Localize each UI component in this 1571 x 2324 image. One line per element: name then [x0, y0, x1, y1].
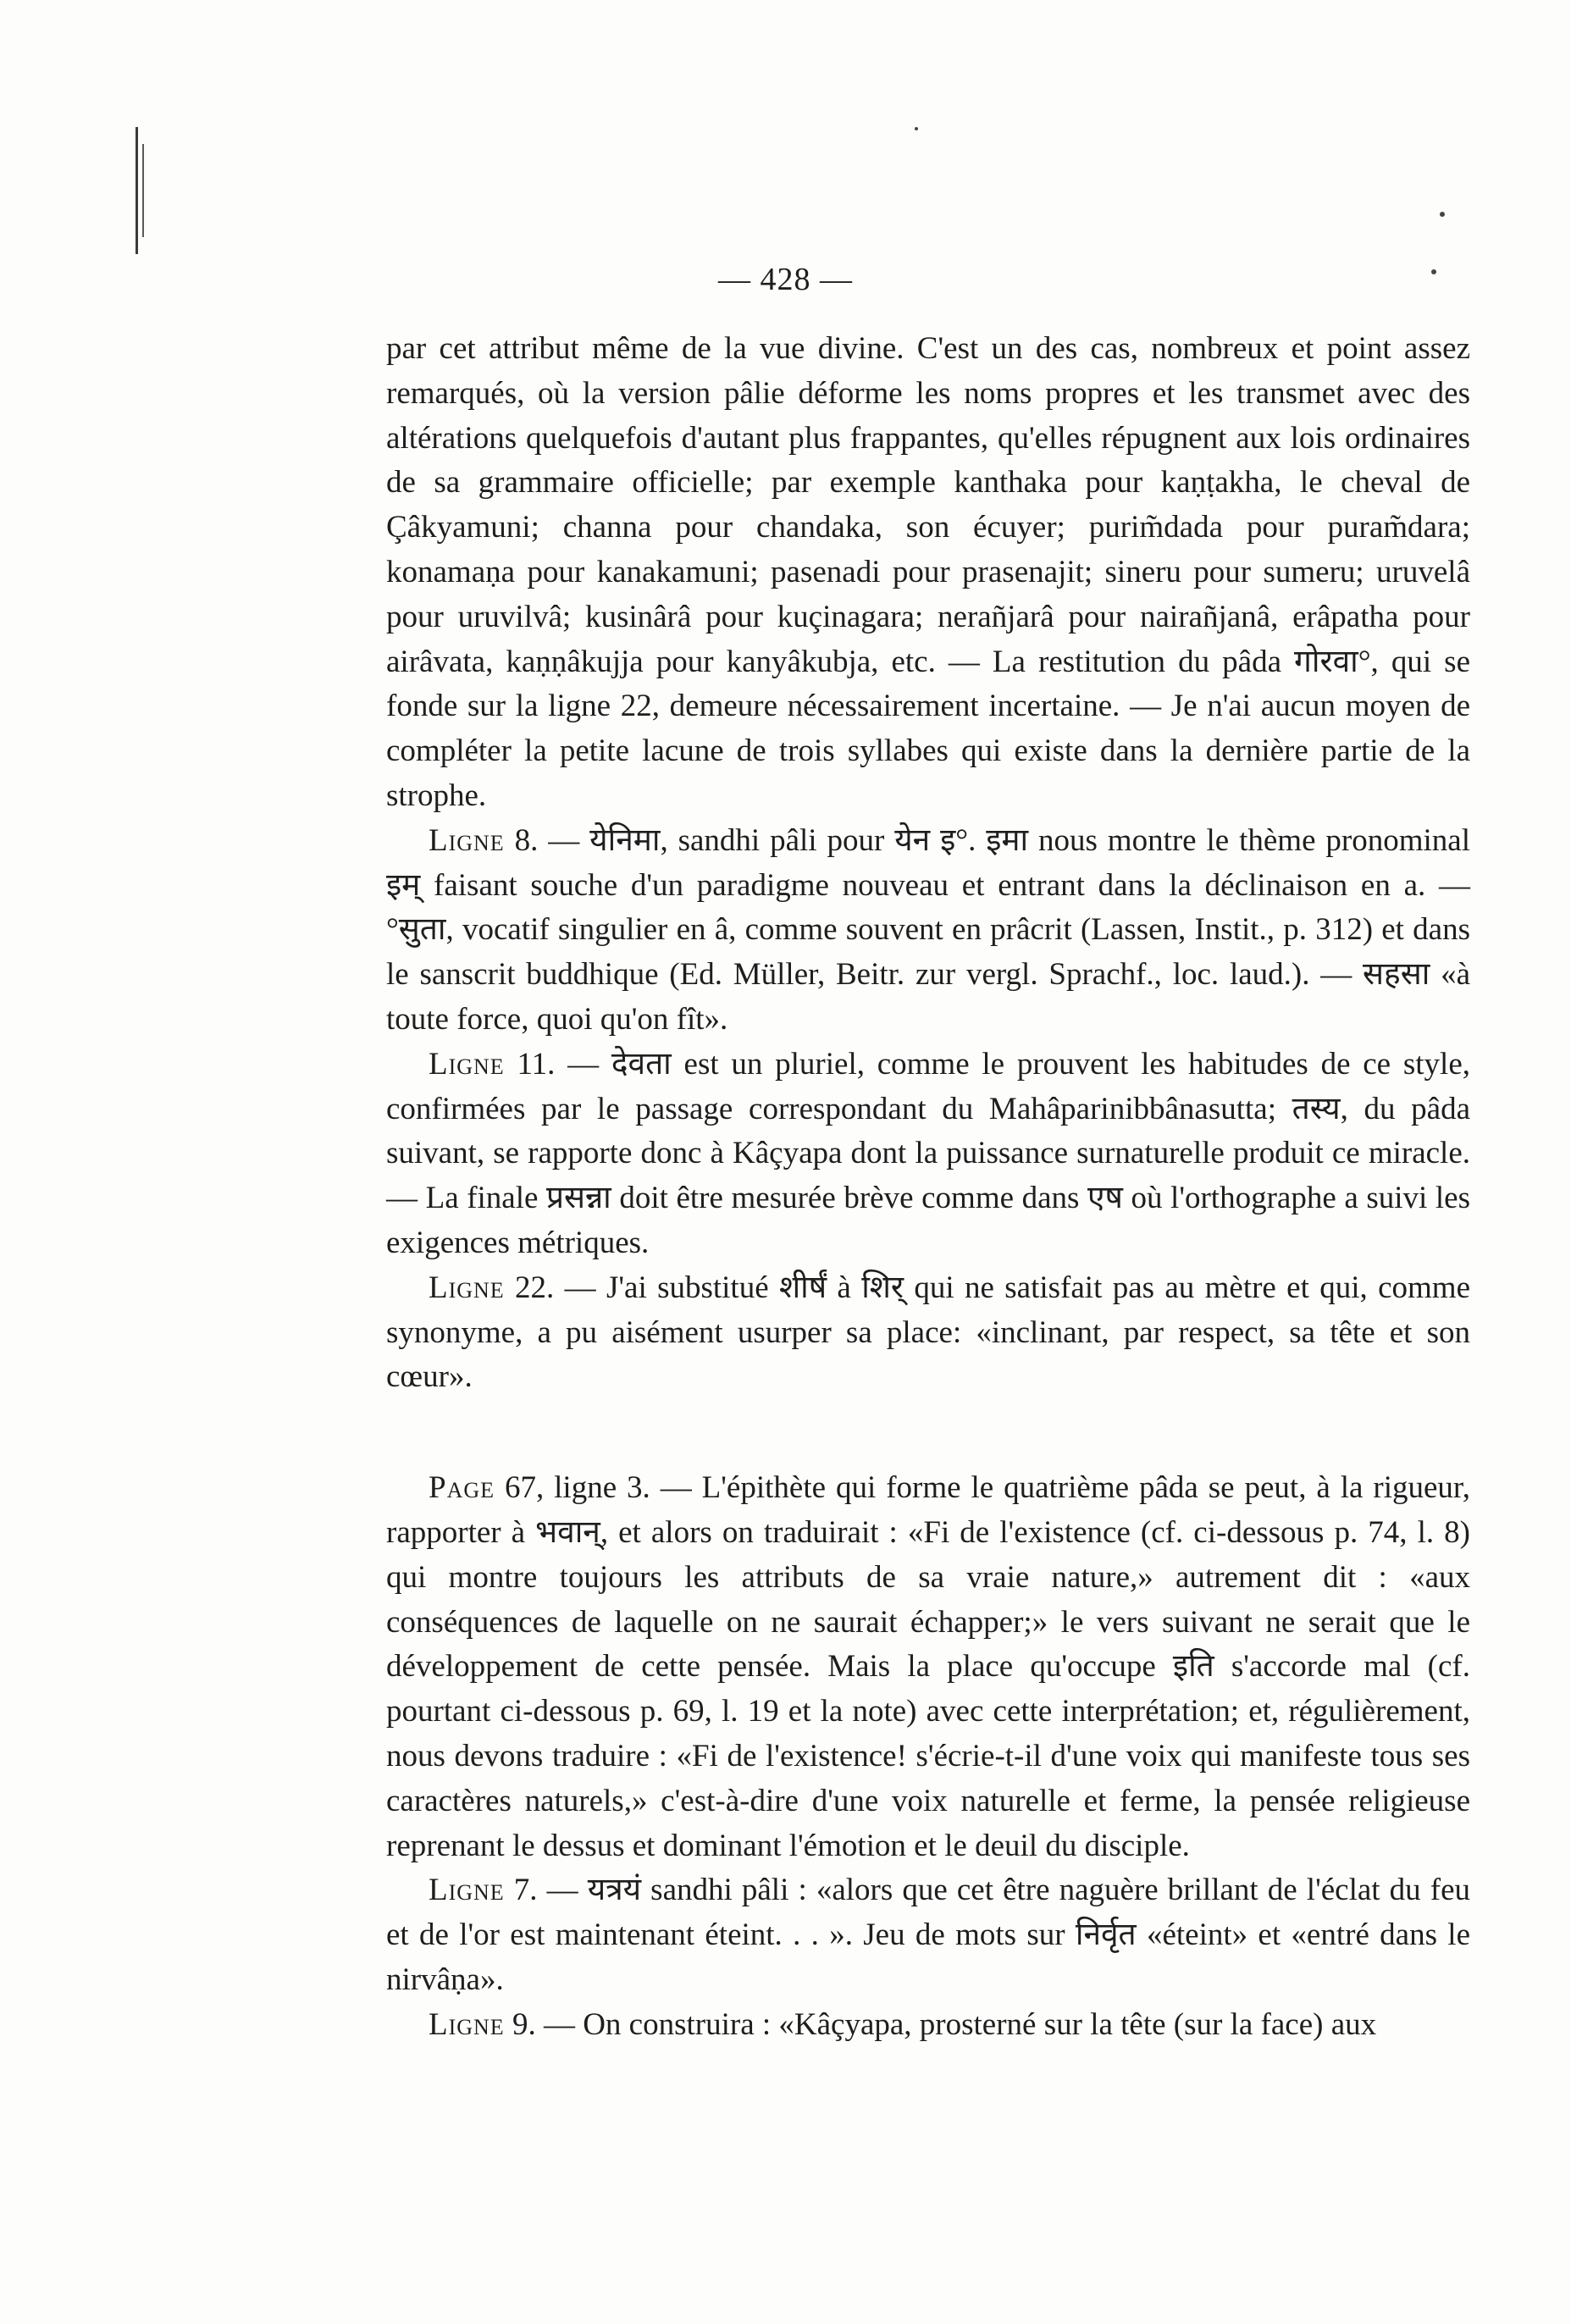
note-label: Ligne [429, 1046, 505, 1082]
paragraph-text: 67, ligne 3. — L'épithète qui forme le quatrième pâda se peut, à la rigueur, rapporter à भवान्, et alors on traduirait : «Fi de l'existence (cf. ci-dessous p. 74, l. 8) qui montre toujours les attributs de sa vraie nature,» autrement dit : «aux conséquences de laquelle on ne saurait échapper;» le vers suivant ne serait que le développement de cette pensée. Mais la place qu'occupe इति s'accorde mal (cf. pourtant ci-dessous p. 69, l. 19 et la note) avec cette interprétation; et, régulièrement, nous devons traduire : «Fi de l'existence! s'écrie-t-il d'une voix qui manifeste tous ses caractères naturels,» c'est-à-dire d'une voix naturelle et ferme, la pensée religieuse reprenant le dessus et dominant l'émotion et le deuil du disciple. [386, 1470, 1470, 1863]
paragraph-text: par cet attribut même de la vue divine. C'est un des cas, nombreux et point assez remarqués, où la version pâlie déforme les noms propres et les transmet avec des altérations quelquefois d'autant plus frappantes, qu'elles répugnent aux lois ordinaires de sa grammaire officielle; par exemple kanthaka pour kaṇṭakha, le cheval de Çâkyamuni; channa pour chandaka, son écuyer; purim̃dada pour puram̃dara; konamaṇa pour kanakamuni; pasenadi pour prasenajit; sineru pour sumeru; uruvelâ pour uruvilvâ; kusinârâ pour kuçinagara; nerañjarâ pour nairañjanâ, erâpatha pour airâvata, kaṇṇâkujja pour kanyâkubja, etc. — La restitution du pâda गोरवा°, qui se fonde sur la ligne 22, demeure nécessairement incertaine. — Je n'ai aucun moyen de compléter la petite lacune de trois syllabes qui existe dans la dernière partie de la strophe. [386, 331, 1470, 813]
note-page-67-ligne-3 [386, 1466, 1470, 1868]
section-gap [386, 1400, 1470, 1466]
note-label: Ligne [429, 1873, 505, 1908]
note-ligne-11 [386, 1043, 1470, 1266]
note-ligne-7 [386, 1868, 1470, 2002]
paragraph-text: 9. — On construira : «Kâçyapa, prosterné sur la tête (sur la face) aux [504, 2006, 1377, 2042]
note-label: Page [429, 1470, 495, 1506]
note-label: Ligne [429, 2006, 505, 2042]
paragraph-continuation [386, 327, 1470, 819]
note-ligne-22 [386, 1266, 1470, 1400]
note-label: Ligne [429, 1270, 505, 1305]
page-number: — 428 — [718, 262, 853, 297]
paragraph-text: 11. — देवता est un pluriel, comme le prouvent les habitudes de ce style, confirmées par le passage correspondant du Mahâparinibbânasutta; तस्य, du pâda suivant, se rapporte donc à Kâçyapa dont la puissance surnaturelle produit ce miracle. — La finale प्रसन्ना doit être mesurée brève comme dans एष où l'orthographe a suivi les exigences métriques. [386, 1046, 1470, 1260]
margin-rule-secondary [142, 144, 144, 237]
note-ligne-9 [386, 2003, 1470, 2048]
paragraph-text: 22. — J'ai substitué शीर्षं à शिर् qui ne satisfait pas au mètre et qui, comme synonyme, a pu aisément usurper sa place: «inclinant, par respect, sa tête et son cœur». [386, 1270, 1470, 1395]
body-text [386, 327, 1470, 2047]
paragraph-text: 7. — यत्रयं sandhi pâli : «alors que cet être naguère brillant de l'éclat du feu et de l'or est maintenant éteint. . . ». Jeu de mots sur निर्वृत «éteint» et «entré dans le nirvâṇa». [386, 1873, 1470, 1997]
ink-speck [915, 127, 918, 130]
ink-speck [1440, 212, 1445, 217]
note-label: Ligne [429, 822, 505, 858]
paragraph-text: 8. — येनिमा, sandhi pâli pour येन इ°. इमा nous montre le thème pronominal इम् faisant souche d'un paradigme nouveau et entrant dans la déclinaison en a. — °सुता, vocatif singulier en â, comme souvent en prâcrit (Lassen, Instit., p. 312) et dans le sanscrit buddhique (Ed. Müller, Beitr. zur vergl. Sprachf., loc. laud.). — सहसा «à toute force, quoi qu'on fît». [386, 822, 1470, 1037]
margin-rule [136, 127, 138, 254]
note-ligne-8 [386, 819, 1470, 1043]
